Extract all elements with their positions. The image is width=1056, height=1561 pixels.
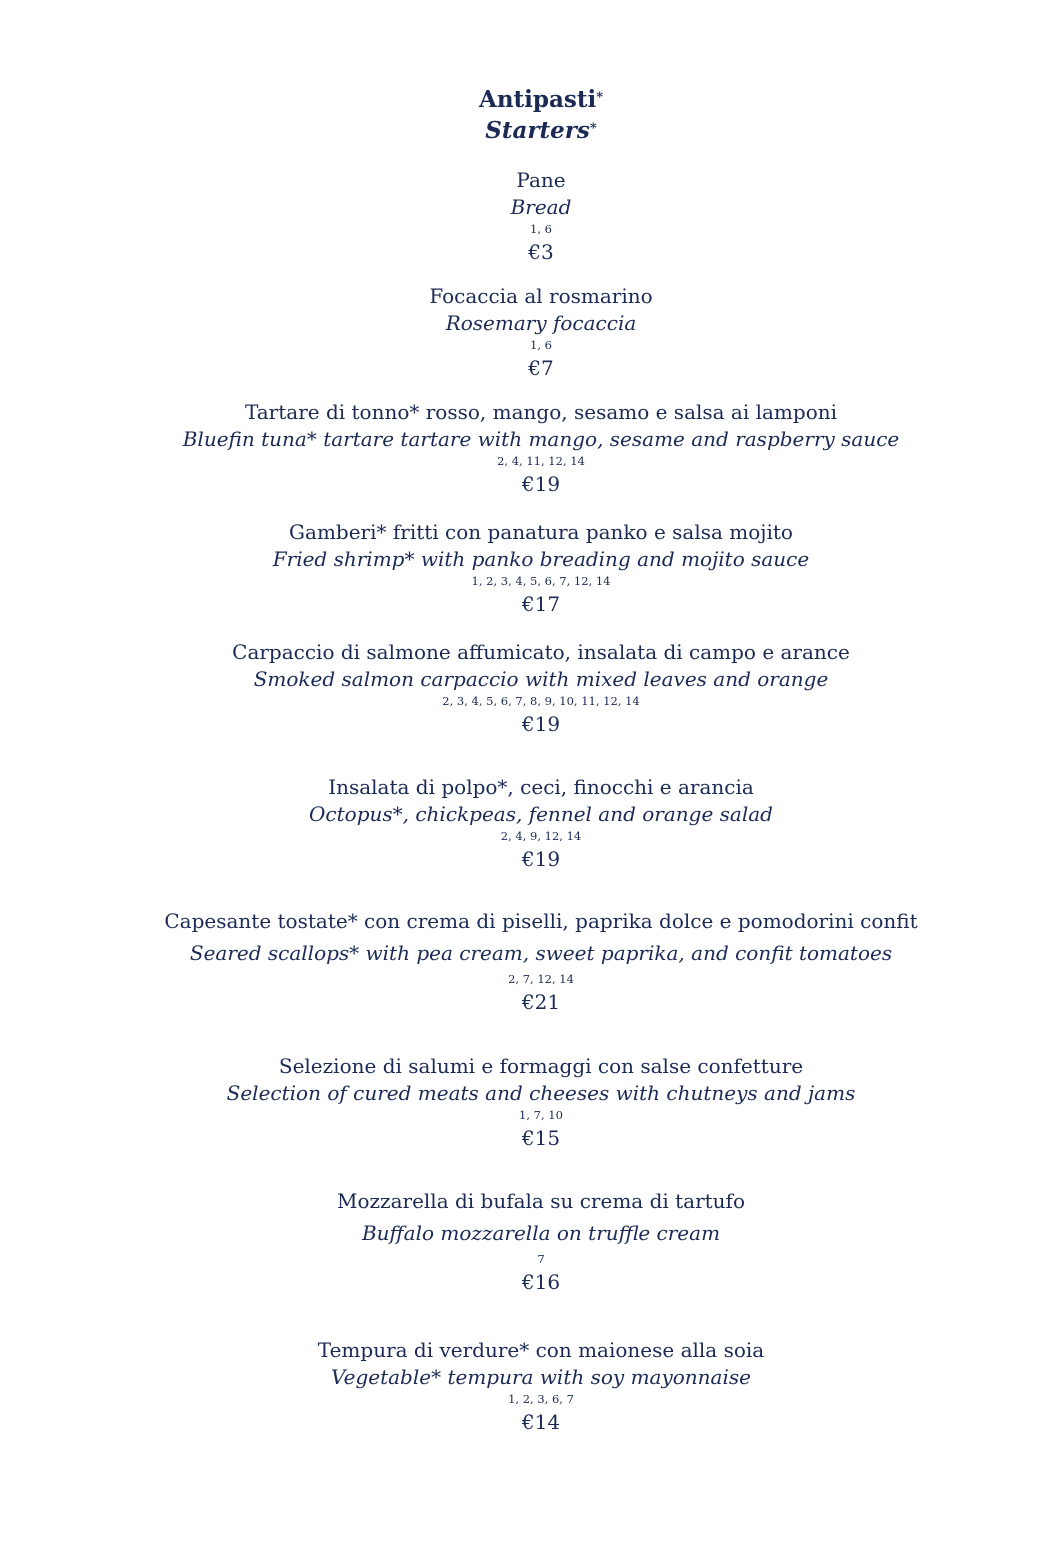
menu-item: [0, 774, 1056, 873]
menu-item: [0, 399, 1056, 498]
item-name-italian: Tartare di tonno* rosso, mango, sesamo e salsa ai lamponi: [244, 400, 838, 424]
item-allergens: 1, 2, 3, 6, 7: [508, 1392, 574, 1406]
menu-item: [0, 519, 1056, 618]
item-name-italian: Mozzarella di bufala su crema di tartufo: [336, 1189, 746, 1213]
item-price: €15: [521, 1126, 561, 1150]
menu-item: [0, 1337, 1056, 1436]
item-name-italian: Capesante tostate* con crema di piselli, paprika dolce e pomodorini confit: [164, 909, 918, 933]
item-allergens: 2, 3, 4, 5, 6, 7, 8, 9, 10, 11, 12, 14: [442, 694, 640, 708]
item-name-english: Rosemary focaccia: [445, 311, 637, 335]
item-price: €16: [521, 1270, 561, 1294]
item-price: €19: [521, 712, 561, 736]
item-name-english: Seared scallops* with pea cream, sweet paprika, and confit tomatoes: [189, 941, 893, 965]
item-price: €7: [528, 356, 554, 380]
item-allergens: 1, 6: [530, 338, 552, 352]
item-name-italian: Tempura di verdure* con maionese alla soia: [317, 1338, 765, 1362]
item-name-italian: Focaccia al rosmarino: [429, 284, 653, 308]
item-name-english: Bread: [510, 195, 572, 219]
item-allergens: 2, 4, 11, 12, 14: [497, 454, 585, 468]
section-title-italian: Antipasti*: [478, 86, 604, 113]
item-price: €17: [521, 592, 561, 616]
item-name-english: Vegetable* tempura with soy mayonnaise: [331, 1365, 751, 1389]
item-name-english: Octopus*, chickpeas, fennel and orange salad: [309, 802, 773, 826]
menu-item: [0, 639, 1056, 738]
item-price: €19: [521, 472, 561, 496]
menu-item: [0, 167, 1056, 266]
item-name-italian: Selezione di salumi e formaggi con salse confetture: [278, 1054, 804, 1078]
item-name-italian: Pane: [516, 168, 566, 192]
section-title-english: Starters*: [485, 117, 597, 144]
item-name-english: Fried shrimp* with panko breading and mojito sauce: [272, 547, 810, 571]
item-allergens: 2, 7, 12, 14: [508, 972, 574, 986]
item-name-italian: Gamberi* fritti con panatura panko e salsa mojito: [289, 520, 793, 544]
menu-item: [0, 1188, 1056, 1296]
item-price: €14: [521, 1410, 561, 1434]
item-name-italian: Carpaccio di salmone affumicato, insalata di campo e arance: [232, 640, 850, 664]
item-price: €3: [528, 240, 554, 264]
item-allergens: 1, 6: [530, 222, 552, 236]
item-name-english: Bluefin tuna* tartare tartare with mango, sesame and raspberry sauce: [182, 427, 900, 451]
menu-item: [0, 283, 1056, 382]
menu-item: [0, 908, 1056, 1016]
item-price: €19: [521, 847, 561, 871]
item-name-english: Smoked salmon carpaccio with mixed leaves and orange: [253, 667, 829, 691]
item-allergens: 7: [537, 1252, 545, 1266]
item-name-english: Selection of cured meats and cheeses with chutneys and jams: [226, 1081, 856, 1105]
section-header: [0, 84, 1056, 146]
item-allergens: 1, 2, 3, 4, 5, 6, 7, 12, 14: [471, 574, 611, 588]
menu-item: [0, 1053, 1056, 1152]
item-name-italian: Insalata di polpo*, ceci, finocchi e arancia: [328, 775, 754, 799]
item-allergens: 1, 7, 10: [519, 1108, 563, 1122]
item-price: €21: [521, 990, 561, 1014]
item-allergens: 2, 4, 9, 12, 14: [500, 829, 582, 843]
item-name-english: Buffalo mozzarella on truffle cream: [361, 1221, 721, 1245]
